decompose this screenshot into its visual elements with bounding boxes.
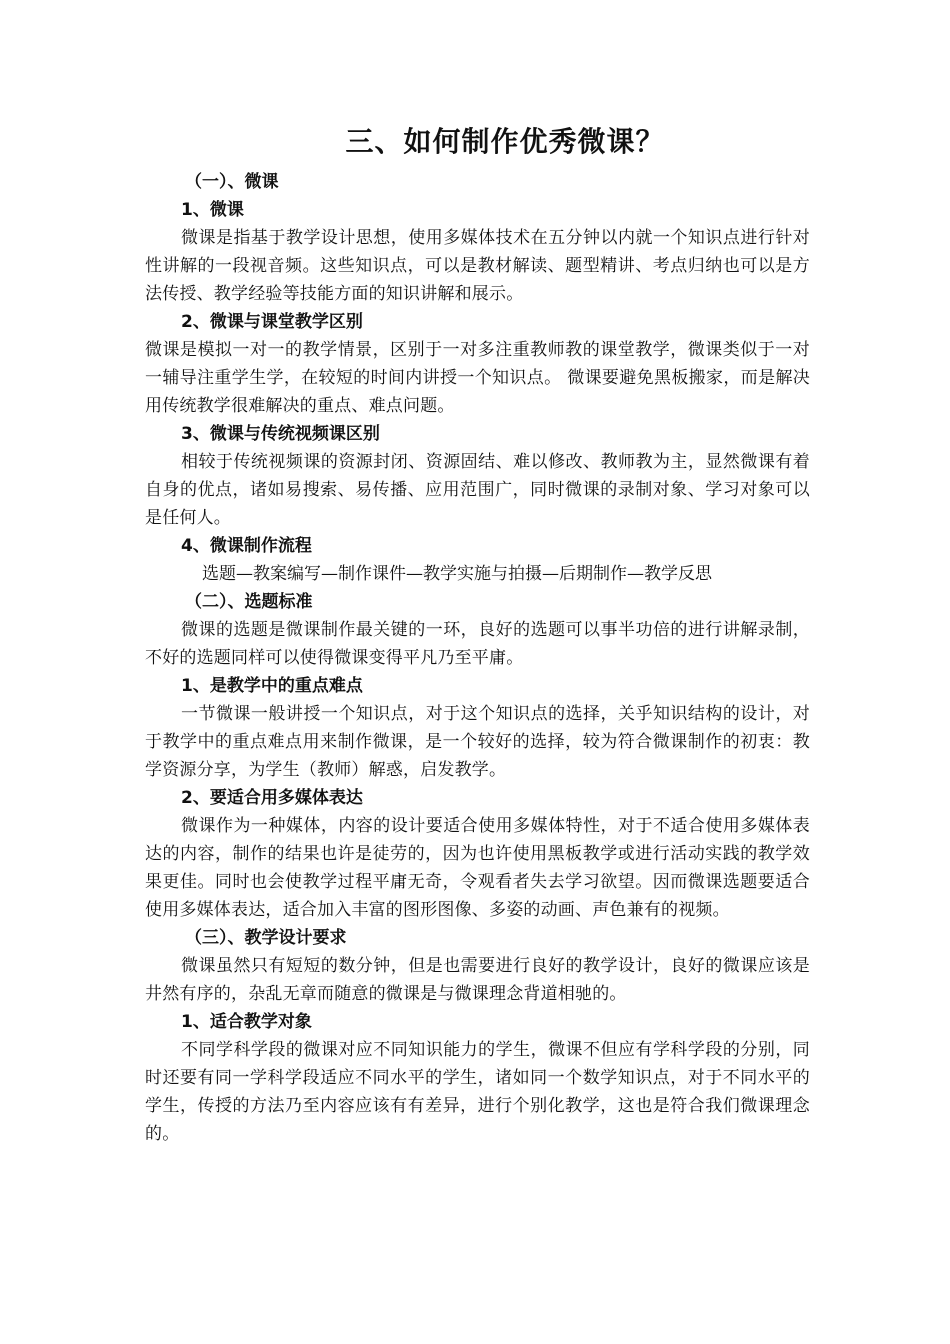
page-title: 三、如何制作优秀微课？ xyxy=(345,125,665,158)
subsection-heading: 3、微课与传统视频课区别 xyxy=(181,424,380,444)
paragraph: 不同学科学段的微课对应不同知识能力的学生，微课不但应有学科学段的分别，同时还要有同一学科学段适应不同水平的学生，诸如同一个数学知识点，对于不同水平的学生，传授的方法乃至内容应该有有差异，进行个别化教学，这也是符合我们微课理念的。 xyxy=(145,1040,810,1144)
paragraph: 相较于传统视频课的资源封闭、资源固结、难以修改、教师教为主，显然微课有着自身的优点，诸如易搜索、易传播、应用范围广，同时微课的录制对象、学习对象可以是任何人。 xyxy=(145,452,810,528)
paragraph: 微课作为一种媒体，内容的设计要适合使用多媒体特性，对于不适合使用多媒体表达的内容，制作的结果也许是徒劳的，因为也许使用黑板教学或进行活动实践的教学效果更佳。同时也会使教学过程平庸无奇，令观看者失去学习欲望。因而微课选题要适合使用多媒体表达，适合加入丰富的图形图像、多姿的动画、声色兼有的视频。 xyxy=(145,816,810,920)
paragraph: 一节微课一般讲授一个知识点，对于这个知识点的选择，关乎知识结构的设计，对于教学中的重点难点用来制作微课，是一个较好的选择，较为符合微课制作的初衷：教学资源分享，为学生（教师）解惑，启发教学。 xyxy=(145,704,810,780)
section-heading: （三）、教学设计要求 xyxy=(185,928,347,948)
paragraph: 微课的选题是微课制作最关键的一环，良好的选题可以事半功倍的进行讲解录制，不好的选题同样可以使得微课变得平凡乃至平庸。 xyxy=(145,620,810,668)
document-body xyxy=(145,122,810,1148)
subsection-heading: 1、适合教学对象 xyxy=(181,1012,312,1032)
paragraph: 微课是指基于教学设计思想，使用多媒体技术在五分钟以内就一个知识点进行针对性讲解的一段视音频。这些知识点，可以是教材解读、题型精讲、考点归纳也可以是方法传授、教学经验等技能方面的知识讲解和展示。 xyxy=(145,228,810,304)
subsection-heading: 1、微课 xyxy=(181,200,244,220)
paragraph: 微课虽然只有短短的数分钟，但是也需要进行良好的教学设计，良好的微课应该是井然有序的，杂乱无章而随意的微课是与微课理念背道相驰的。 xyxy=(145,956,810,1004)
process-flow: 选题—教案编写—制作课件—教学实施与拍摄—后期制作—教学反思 xyxy=(202,564,712,584)
subsection-heading: 2、要适合用多媒体表达 xyxy=(181,788,363,808)
paragraph: 微课是模拟一对一的教学情景，区别于一对多注重教师教的课堂教学，微课类似于一对一辅导注重学生学，在较短的时间内讲授一个知识点。 微课要避免黑板搬家，而是解决用传统教学很难解决的重点、难点问题。 xyxy=(145,340,810,416)
section-heading: （一）、微课 xyxy=(185,172,279,192)
subsection-heading: 2、微课与课堂教学区别 xyxy=(181,312,363,332)
subsection-heading: 1、是教学中的重点难点 xyxy=(181,676,363,696)
subsection-heading: 4、微课制作流程 xyxy=(181,536,312,556)
section-heading: （二）、选题标准 xyxy=(185,592,313,612)
